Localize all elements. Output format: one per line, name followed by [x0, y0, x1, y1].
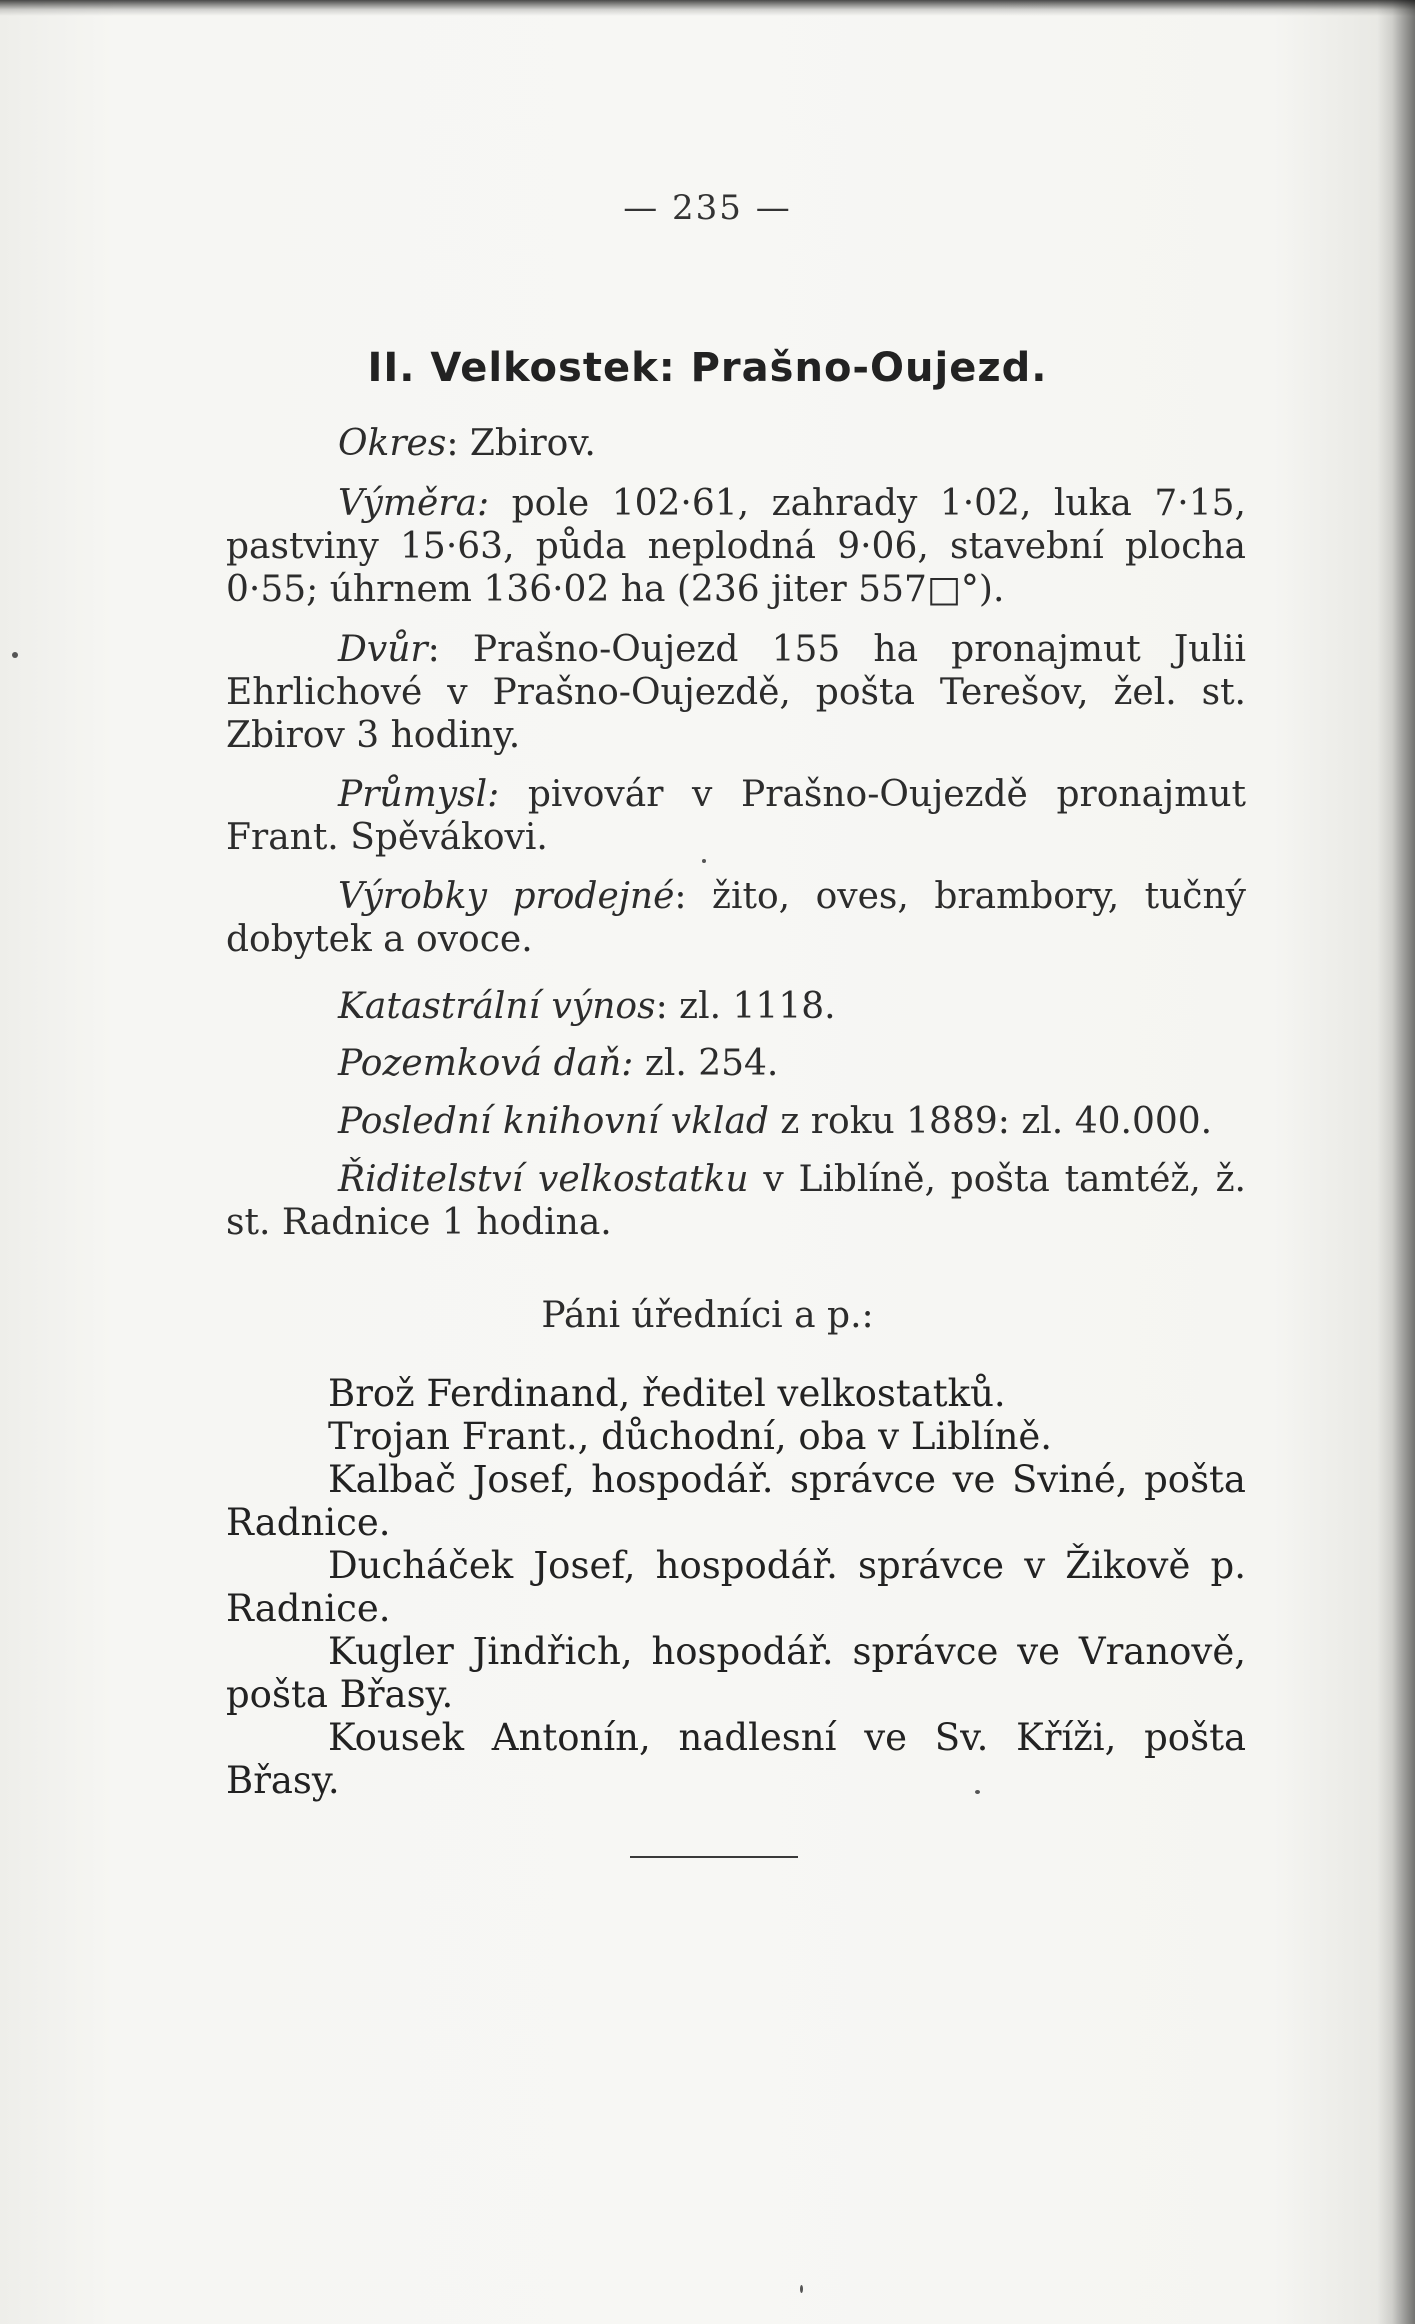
staff-entry: Kugler Jindřich, hospodář. správce ve Vranově, pošta Břasy.: [226, 1630, 1246, 1716]
ink-speck: [12, 652, 18, 658]
entry-pozemkova-dan: [226, 1042, 1246, 1085]
entry-label: Průmysl:: [338, 774, 500, 815]
entry-text: : Zbirov.: [446, 423, 596, 464]
staff-entry: Kousek Antonín, nadlesní ve Sv. Kříži, pošta Břasy.: [226, 1716, 1246, 1802]
entry-label: Dvůr: [338, 629, 428, 670]
entry-label: Výrobky prodejné: [338, 876, 675, 917]
entry-vymera: [226, 482, 1246, 611]
closing-rule: [630, 1856, 798, 1858]
ink-speck: [702, 859, 706, 863]
entry-label: Pozemková daň:: [338, 1043, 634, 1084]
entry-dvur: [226, 628, 1246, 757]
staff-entry: Trojan Frant., důchodní, oba v Liblíně.: [328, 1415, 1053, 1458]
entry-okres: [226, 422, 1246, 465]
entry-text: : Prašno-Oujezd 155 ha pronajmut Julii Ehrlichové v Prašno-Oujezdě, pošta Terešov, žel. st. Zbirov 3 hodiny.: [226, 629, 1246, 756]
section-heading: II. Velkostek: Prašno-Oujezd.: [367, 345, 1048, 391]
ink-speck: [800, 2285, 803, 2293]
entry-label: Poslední knihovní vklad: [338, 1101, 769, 1142]
entry-label: Okres: [338, 423, 447, 464]
entry-reditelstvi: [226, 1158, 1246, 1244]
entry-text: pole 102·61, zahrady 1·02, luka 7·15, pastviny 15·63, půda neplodná 9·06, stavební plocha 0·55; úhrnem 136·02 ha (236 jiter 557□°).: [226, 483, 1246, 610]
entry-text: v Liblíně, pošta tamtéž, ž. st. Radnice 1 hodina.: [226, 1159, 1247, 1243]
staff-list: [226, 1372, 1246, 1802]
entry-text: zl. 254.: [633, 1043, 779, 1084]
staff-entry: Brož Ferdinand, ředitel velkostatků.: [328, 1372, 1006, 1415]
staff-heading: Páni úředníci a p.:: [541, 1295, 874, 1336]
page-top-edge-shadow: [0, 0, 1415, 16]
entry-text: : zl. 1118.: [655, 986, 836, 1027]
ink-speck: [975, 1790, 980, 1794]
entry-label: Řiditelství velkostatku: [338, 1159, 749, 1200]
entry-text: : žito, oves, brambory, tučný dobytek a ovoce.: [226, 876, 1246, 960]
entry-vyrobky: [226, 875, 1246, 961]
entry-label: Výměra:: [338, 483, 490, 524]
entry-katastralni-vynos: [226, 985, 1246, 1028]
entry-text: pivovár v Prašno-Oujezdě pronajmut Frant. Spěvákovi.: [226, 774, 1246, 858]
page-number: — 235 —: [623, 188, 792, 228]
entry-label: Katastrální výnos: [338, 986, 656, 1027]
staff-entry: Ducháček Josef, hospodář. správce v Žikově p. Radnice.: [226, 1544, 1246, 1630]
entry-knihovni-vklad: [226, 1100, 1246, 1143]
staff-entry: Kalbač Josef, hospodář. správce ve Sviné, pošta Radnice.: [226, 1458, 1246, 1544]
entry-text: z roku 1889: zl. 40.000.: [768, 1101, 1213, 1142]
entry-prumysl: [226, 773, 1246, 859]
